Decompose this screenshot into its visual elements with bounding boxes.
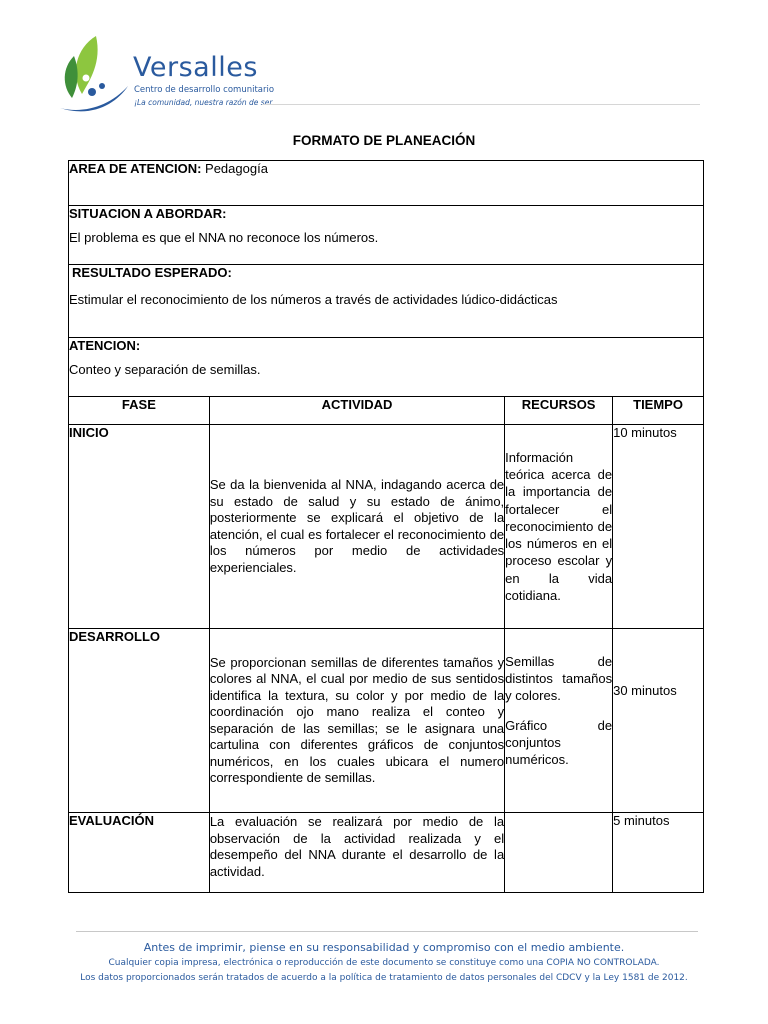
logo-dot-2 bbox=[93, 71, 99, 77]
footer-divider bbox=[76, 931, 698, 932]
recursos-cell bbox=[505, 425, 613, 629]
fase-cell: EVALUACIÓN bbox=[69, 813, 210, 893]
column-header-fase: FASE bbox=[69, 397, 210, 425]
area-label: AREA DE ATENCION: bbox=[69, 161, 202, 176]
resultado-value: Estimular el reconocimiento de los números a través de actividades lúdico-didácticas bbox=[69, 292, 558, 307]
logo-dot-4 bbox=[99, 83, 105, 89]
recurso-item: Información teórica acerca de la importancia de fortalecer el reconocimiento de los números en el proceso escolar y en la vida cotidiana. bbox=[505, 450, 613, 603]
recurso-item: Gráfico de conjuntos numéricos. bbox=[505, 717, 613, 768]
footer-line-2: Cualquier copia impresa, electrónica o reproducción de este documento se constituye como una COPIA NO CONTROLADA. bbox=[108, 958, 660, 968]
resultado-label: RESULTADO ESPERADO: bbox=[72, 265, 232, 280]
table-row bbox=[69, 425, 704, 629]
logo-leaf-green bbox=[76, 36, 98, 94]
tiempo-cell: 5 minutos bbox=[613, 813, 704, 893]
recursos-cell bbox=[505, 813, 613, 893]
situacion-value: El problema es que el NNA no reconoce los números. bbox=[69, 230, 379, 245]
header-divider bbox=[262, 104, 700, 105]
logo-dot-3 bbox=[88, 88, 96, 96]
atencion-label: ATENCION: bbox=[69, 338, 141, 353]
tiempo-cell: 30 minutos bbox=[613, 629, 704, 813]
recursos-cell bbox=[505, 629, 613, 813]
tiempo-cell: 10 minutos bbox=[613, 425, 704, 629]
atencion-value: Conteo y separación de semillas. bbox=[69, 362, 261, 377]
table-row bbox=[69, 629, 704, 813]
actividad-cell: La evaluación se realizará por medio de la observación de la actividad realizada y el desempeño del NNA durante el desarrollo de la actividad. bbox=[209, 813, 504, 893]
column-header-tiempo: TIEMPO bbox=[613, 397, 704, 425]
brand-name: Versalles bbox=[133, 52, 258, 83]
situacion-label: SITUACION A ABORDAR: bbox=[69, 206, 227, 221]
footer-line-3: Los datos proporcionados serán tratados de acuerdo a la política de tratamiento de datos personales del CDCV y la Ley 1581 de 2012. bbox=[80, 973, 688, 983]
resultado-row bbox=[69, 265, 704, 338]
situacion-row bbox=[69, 206, 704, 265]
planning-table bbox=[68, 160, 704, 893]
column-header-recursos: RECURSOS bbox=[505, 397, 613, 425]
table-row bbox=[69, 813, 704, 893]
area-row bbox=[69, 161, 704, 206]
actividad-cell: Se da la bienvenida al NNA, indagando acerca de su estado de salud y su estado de ánimo, posteriormente se explicará el objetivo de la atención, el cual es fortalecer el reconocimiento de los números por medio de actividades experienciales. bbox=[209, 425, 504, 629]
area-value: Pedagogía bbox=[205, 161, 268, 176]
column-header-actividad: ACTIVIDAD bbox=[209, 397, 504, 425]
logo-dot-1 bbox=[83, 75, 90, 82]
document-title: FORMATO DE PLANEACIÓN bbox=[292, 133, 476, 148]
table-header-row bbox=[69, 397, 704, 425]
brand-subtitle: Centro de desarrollo comunitario bbox=[134, 85, 275, 95]
fase-cell: INICIO bbox=[69, 425, 210, 629]
recurso-item: Semillas de distintos tamaños y colores. bbox=[505, 654, 613, 704]
footer-line-1: Antes de imprimir, piense en su responsabilidad y compromiso con el medio ambiente. bbox=[143, 941, 625, 954]
actividad-cell: Se proporcionan semillas de diferentes tamaños y colores al NNA, el cual por medio de sus sentidos identifica la textura, su color y por medio de la coordinación ojo mano realiza el conteo y separación de las semillas; se le asignara una cartulina con diferentes gráficos de conjuntos numéricos, en los cuales ubicara el numero correspondiente de semillas. bbox=[209, 629, 504, 813]
logo-leaf-dark bbox=[65, 56, 78, 98]
brand-slogan: ¡La comunidad, nuestra razón de ser. bbox=[134, 98, 275, 107]
atencion-row bbox=[69, 338, 704, 397]
fase-cell: DESARROLLO bbox=[69, 629, 210, 813]
